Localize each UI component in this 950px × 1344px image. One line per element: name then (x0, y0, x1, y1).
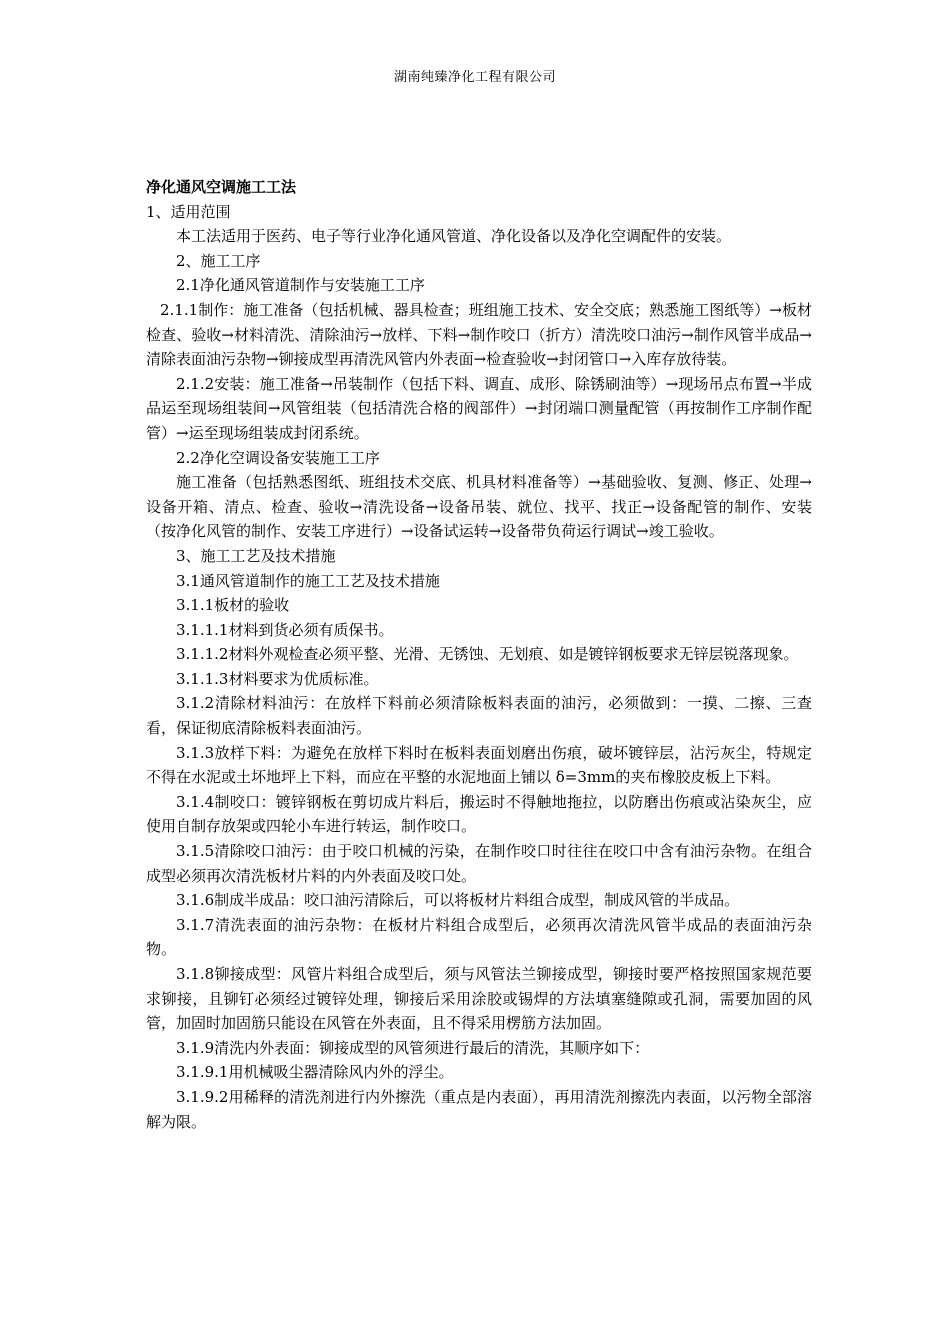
section-heading: 3、施工工艺及技术措施 (176, 546, 336, 565)
paragraph: 3.1.8铆接成型：风管片料组合成型后，须与风管法兰铆接成型，铆接时要严格按照国家规范要求铆接，且铆钉必须经过镀锌处理，铆接后采用涂胶或锡焊的方法填塞缝隙或孔洞，需要加固的风管，加固时加固筋只能设在风管在外表面，且不得采用楞筋方法加固。 (146, 965, 812, 1033)
document-body (146, 175, 812, 1134)
paragraph: 3.1.7清洗表面的油污杂物：在板材片料组合成型后，必须再次清洗风管半成品的表面油污杂物。 (146, 915, 812, 959)
paragraph: 2.1.2安装：施工准备→吊装制作（包括下料、调直、成形、除锈刷油等）→现场吊点布置→半成品运至现场组装间→风管组装（包括清洗合格的阀部件）→封闭端口测量配管（再按制作工序制作配管）→运至现场组装成封闭系统。 (146, 374, 812, 442)
subsection-heading: 2.1净化通风管道制作与安装施工工序 (176, 276, 425, 295)
paragraph: 3.1.6制成半成品：咬口油污清除后，可以将板材片料组合成型，制成风管的半成品。 (176, 891, 740, 910)
section-heading: 1、适用范围 (146, 202, 231, 221)
paragraph: 3.1.9.1用机械吸尘器清除风内外的浮尘。 (176, 1063, 454, 1082)
paragraph: 施工准备（包括熟悉图纸、班组技术交底、机具材料准备等）→基础验收、复测、修正、处理→设备开箱、清点、检查、验收→清洗设备→设备吊装、就位、找平、找正→设备配管的制作、安装（按净化风管的制作、安装工序进行）→设备试运转→设备带负荷运行调试→竣工验收。 (146, 473, 812, 541)
paragraph: 3.1.1.1材料到货必须有质保书。 (176, 620, 394, 639)
paragraph: 3.1.9清洗内外表面：铆接成型的风管须进行最后的清洗，其顺序如下： (176, 1038, 650, 1057)
paragraph: 3.1.3放样下料：为避免在放样下料时在板料表面划磨出伤痕，破坏镀锌层，沾污灰尘，特规定不得在水泥或土坏地坪上下料，而应在平整的水泥地面上铺以 δ=3mm的夹布橡胶皮板上下料。 (146, 743, 812, 787)
paragraph: 3.1.9.2用稀释的清洗剂进行内外擦洗（重点是内表面），再用清洗剂擦洗内表面，以污物全部溶解为限。 (146, 1087, 812, 1131)
subsection-heading: 2.2净化空调设备安装施工工序 (176, 448, 380, 467)
paragraph: 3.1.2清除材料油污：在放样下料前必须清除板料表面的油污，必须做到：一摸、二擦、三查看，保证彻底清除板料表面油污。 (146, 694, 812, 738)
paragraph: 3.1.1.2材料外观检查必须平整、光滑、无锈蚀、无划痕、如是镀锌钢板要求无锌层锐落现象。 (176, 645, 799, 664)
subsection-heading: 3.1通风管道制作的施工工艺及技术措施 (176, 571, 440, 590)
paragraph: 本工法适用于医药、电子等行业净化通风管道、净化设备以及净化空调配件的安装。 (176, 227, 732, 246)
paragraph: 3.1.1.3材料要求为优质标准。 (176, 669, 379, 688)
subsection-heading: 3.1.1板材的验收 (176, 596, 290, 615)
document-title: 净化通风空调施工工法 (146, 178, 297, 196)
paragraph: 3.1.5清除咬口油污：由于咬口机械的污染，在制作咬口时往往在咬口中含有油污杂物。在组合成型必须再次清洗板材片料的内外表面及咬口处。 (146, 842, 812, 885)
paragraph: 3.1.4制咬口：镀锌钢板在剪切成片料后，搬运时不得触地拖拉，以防磨出伤痕或沾染灰尘，应使用自制存放架或四轮小车进行转运，制作咬口。 (146, 792, 812, 836)
paragraph: 2.1.1制作：施工准备（包括机械、器具检查；班组施工技术、安全交底；熟悉施工图纸等）→板材检查、验收→材料清洗、清除油污→放样、下料→制作咬口（折方）清洗咬口油污→制作风管半成品→清除表面油污杂物→铆接成型再清洗风管内外表面→检查验收→封闭管口→入库存放待装。 (146, 300, 812, 369)
company-header: 湖南纯臻净化工程有限公司 (393, 70, 556, 85)
section-heading: 2、施工工序 (176, 251, 261, 270)
